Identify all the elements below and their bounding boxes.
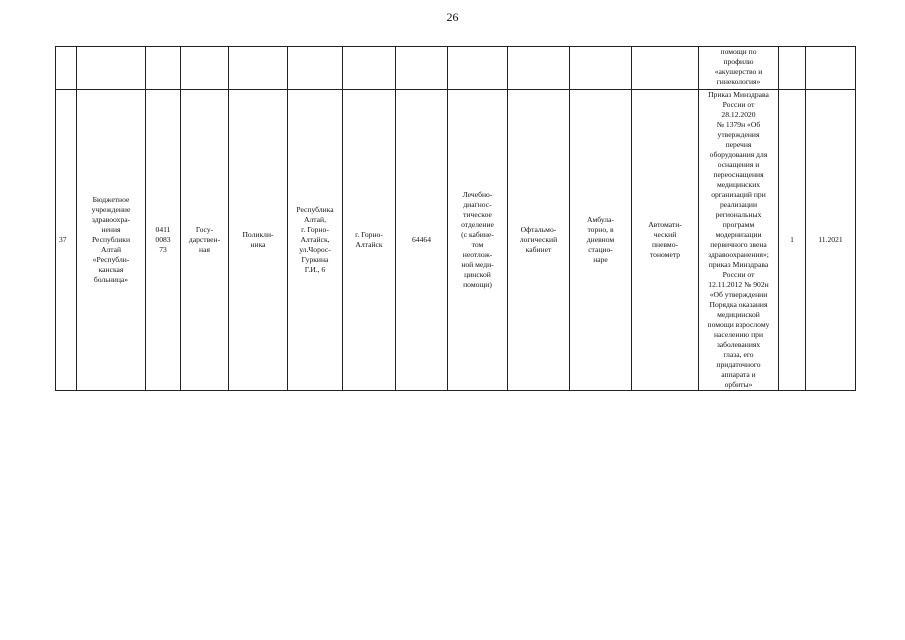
- cell-care-form: [570, 90, 632, 391]
- cell-equipment: [632, 90, 699, 391]
- equipment-table: [55, 46, 856, 391]
- cell-cabinet: [508, 47, 570, 90]
- cell-regulatory-doc: [699, 47, 779, 90]
- cell-ownership: [181, 90, 229, 391]
- date: 11.2021: [818, 235, 843, 244]
- cell-department: [448, 90, 508, 391]
- row-number: 37: [59, 235, 67, 244]
- ownership-form: Госу- дарствен- ная: [188, 225, 221, 254]
- cell-address: [288, 47, 343, 90]
- care-form: Амбула- торно, в дневном стацио- наре: [586, 215, 615, 264]
- cell-department: [448, 47, 508, 90]
- cell-facility-type: [229, 90, 288, 391]
- cell-date: [806, 47, 856, 90]
- cell-facility-type: [229, 47, 288, 90]
- institution-name: Бюджетное учреждение здравоохра- нения Республики Алтай «Республи- канская больница»: [91, 195, 131, 284]
- cell-quantity: [779, 90, 806, 391]
- cell-regulatory-doc: [699, 90, 779, 391]
- cell-city: [343, 47, 396, 90]
- table-row-continued: [56, 47, 856, 90]
- cabinet: Офтальмо- логический кабинет: [519, 225, 558, 254]
- cell-institution: [77, 90, 146, 391]
- institution-code: 0411 0083 73: [155, 225, 171, 254]
- cell-equipment: [632, 47, 699, 90]
- cell-num: [56, 47, 77, 90]
- address: Республика Алтай, г. Горно- Алтайск, ул.Чорос- Гуркина Г.И., 6: [296, 205, 334, 274]
- cell-city: [343, 90, 396, 391]
- facility-type: Поликли- ника: [242, 230, 274, 249]
- cell-cabinet: [508, 90, 570, 391]
- cell-postal: [396, 90, 448, 391]
- cell-ownership: [181, 47, 229, 90]
- regulatory-doc-text: Приказ Минздрава России от 28.12.2020 № 1379н «Об утверждения перечня оборудования для оснащения и переоснащения медицинских организаций при реализации региональных программ модернизации первичного звена здравоохранения»; приказ Минздрава России от 12.11.2012 № 902н «Об утверждении Порядка оказания медицинской помощи взрослому населению при заболеваниях глаза, его придаточного аппарата и орбиты»: [707, 90, 770, 389]
- cell-institution: [77, 47, 146, 90]
- cell-address: [288, 90, 343, 391]
- cell-num: [56, 90, 77, 391]
- quantity: 1: [790, 235, 794, 244]
- equipment-name: Автомати- ческий пневмо- тонометр: [648, 220, 682, 259]
- city: г. Горно- Алтайск: [355, 230, 383, 249]
- table-row: [56, 90, 856, 391]
- postal-code: 64464: [412, 235, 431, 244]
- cell-code: [146, 47, 181, 90]
- page-number: 26: [446, 10, 459, 24]
- cell-postal: [396, 47, 448, 90]
- cell-quantity: [779, 47, 806, 90]
- regulatory-doc-text: помощи по профилю «акушерство и гинекология»: [714, 47, 763, 86]
- cell-code: [146, 90, 181, 391]
- cell-date: [806, 90, 856, 391]
- cell-care-form: [570, 47, 632, 90]
- department: Лечебно- диагнос- тическое отделение (с кабине- том неотлож- ной меди- цинской помощи): [461, 190, 494, 289]
